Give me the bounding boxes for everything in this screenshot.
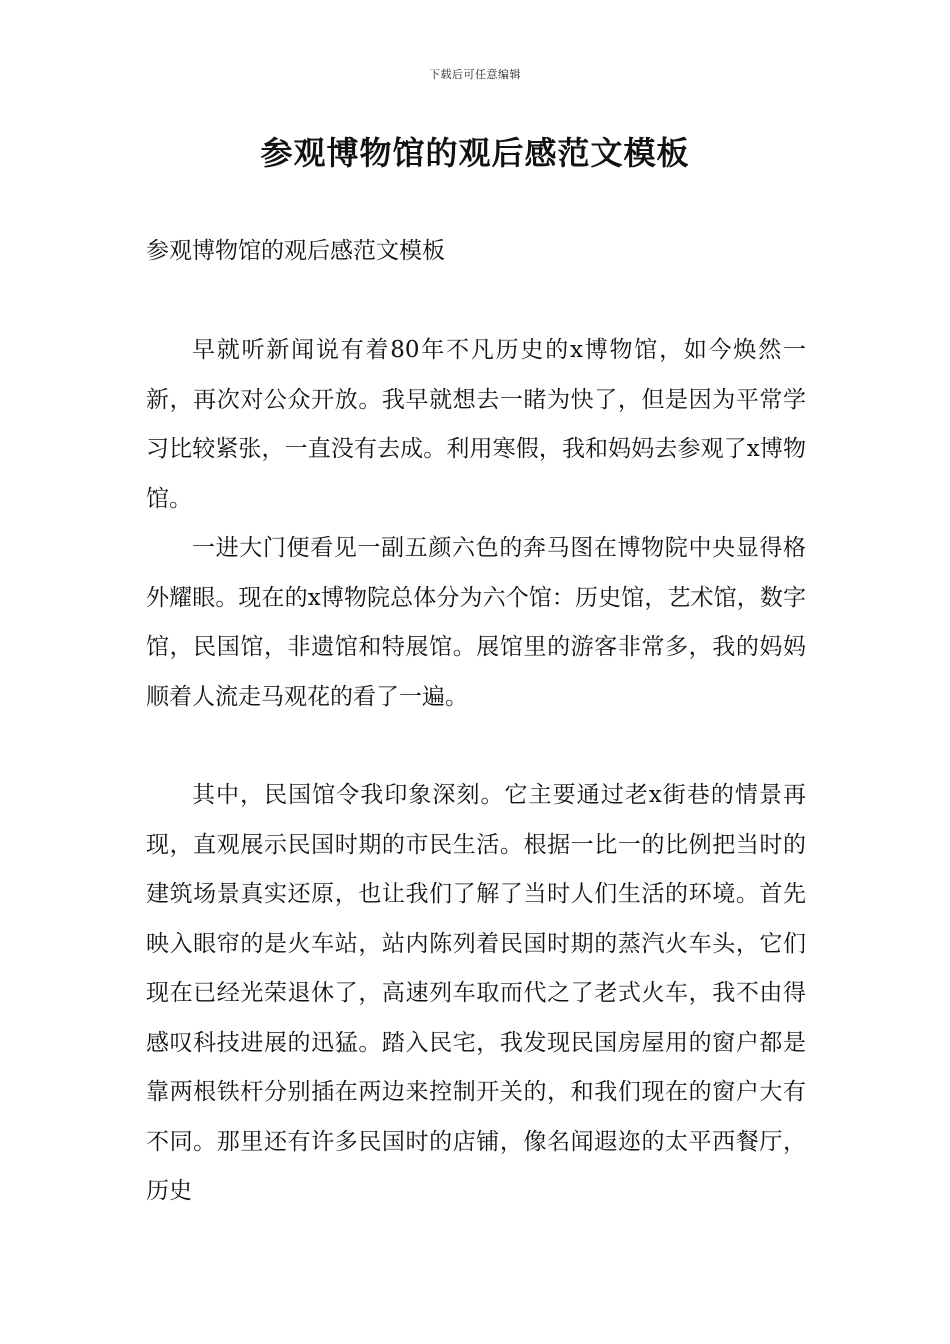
header-note: 下载后可任意编辑 [429,68,521,81]
document-title: 参观博物馆的观后感范文模板 [260,134,690,172]
document-body [146,326,806,1217]
paragraph-3: 其中，民国馆令我印象深刻。它主要通过老x街巷的情景再现，直观展示民国时期的市民生活。根据一比一的比例把当时的建筑场景真实还原，也让我们了解了当时人们生活的环境。首先映入眼帘的是火车站，站内陈列着民国时期的蒸汽火车头，它们现在已经光荣退休了，高速列车取而代之了老式火车，我不由得感叹科技进展的迅猛。踏入民宅，我发现民国房屋用的窗户都是靠两根铁杆分别插在两边来控制开关的，和我们现在的窗户大有不同。那里还有许多民国时的店铺，像名闻遐迩的太平西餐厅，历史 [146,782,806,1204]
paragraph-2: 一进大门便看见一副五颜六色的奔马图在博物院中央显得格外耀眼。现在的x博物院总体分为六个馆：历史馆，艺术馆，数字馆，民国馆，非遗馆和特展馆。展馆里的游客非常多，我的妈妈顺着人流走马观花的看了一遍。 [146,535,806,710]
document-subtitle: 参观博物馆的观后感范文模板 [146,238,445,264]
paragraph-1: 早就听新闻说有着80年不凡历史的x博物馆，如今焕然一新，再次对公众开放。我早就想去一睹为快了，但是因为平常学习比较紧张，一直没有去成。利用寒假，我和妈妈去参观了x博物馆。 [146,337,806,512]
